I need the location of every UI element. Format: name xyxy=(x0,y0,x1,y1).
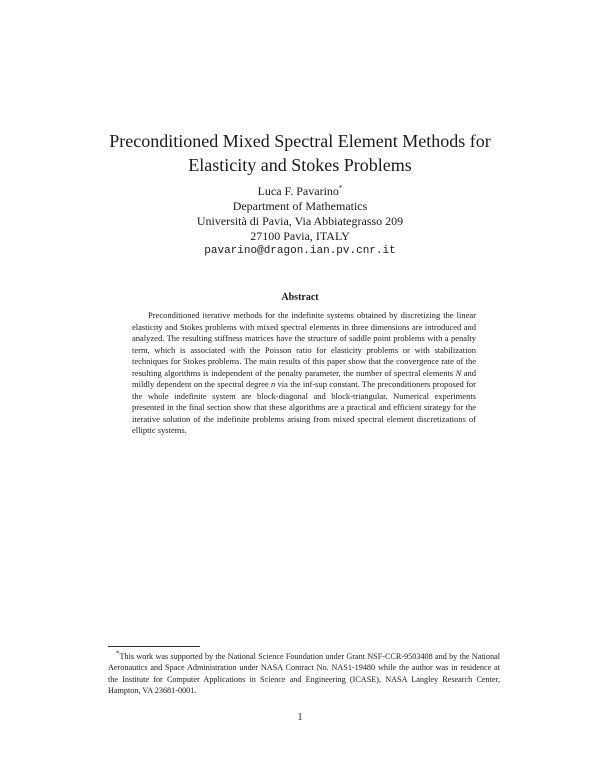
author-city: 27100 Pavia, ITALY xyxy=(250,229,350,243)
author-name-line xyxy=(120,184,480,199)
author-university: Università di Pavia, Via Abbiategrasso 209 xyxy=(196,214,404,228)
footnote xyxy=(108,651,500,696)
abstract-text-part-1: Preconditioned iterative methods for the indefinite systems obtained by discretizing the linear elasticity and Stokes problems with mixed spectral elements in three dimensions are introduced and analyzed. The resulting stiffness matrices have the structure of saddle point problems with a penalty term, which is associated with the Poisson ratio for elasticity problems or with stabilization techniques for Stokes problems. The main results of this paper show that the convergence rate of the resulting algorithms is independent of the penalty parameter, the number of spectral elements xyxy=(132,310,476,378)
abstract-var-n: n xyxy=(270,379,276,389)
page-number: 1 xyxy=(297,712,303,723)
abstract-text-part-3: via the inf-sup constant. The preconditioners proposed for the whole indefinite system are block-diagonal and block-triangular. Numerical experiments presented in the final section show that these algorithms are a practical and efficient strategy for the iterative solution of the indefinite problems arising from mixed spectral element discretizations of elliptic systems. xyxy=(132,379,476,435)
author-department: Department of Mathematics xyxy=(232,199,368,213)
author-block xyxy=(120,184,480,259)
footnote-mark: * xyxy=(116,649,120,658)
abstract-heading: Abstract xyxy=(281,292,319,303)
paper-title xyxy=(60,129,540,177)
title-line-2: Elasticity and Stokes Problems xyxy=(188,155,412,175)
abstract-body xyxy=(132,310,476,437)
author-name: Luca F. Pavarino xyxy=(257,184,339,198)
abstract-text-part-2: and mildly dependent on the spectral degree xyxy=(132,367,476,389)
author-email: pavarino@dragon.ian.pv.cnr.it xyxy=(204,245,396,257)
author-footnote-mark: * xyxy=(338,184,343,192)
title-line-1: Preconditioned Mixed Spectral Element Methods for xyxy=(109,131,491,151)
abstract-var-N: N xyxy=(455,367,462,378)
footnote-text: This work was supported by the National Science Foundation under Grant NSF-CCR-9503408 and by the National Aeronautics and Space Administration under NASA Contract No. NAS1-19480 while the author was in residence at the Institute for Computer Applications in Science and Engineering (ICASE), NASA Langley Research Center, Hampton, VA 23681-0001. xyxy=(108,652,500,695)
footnote-rule xyxy=(108,646,200,647)
